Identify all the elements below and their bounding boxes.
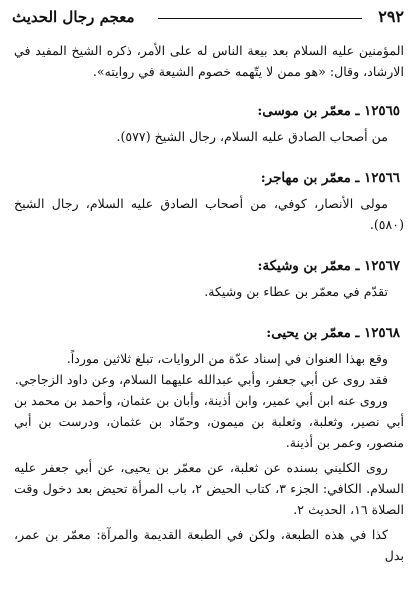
entry-body (14, 281, 404, 302)
entry-heading: ١٢٥٦٦ ـ معمّر بن مهاجر: (260, 170, 400, 186)
entry-heading: ١٢٥٦٨ ـ معمّر بن يحيى: (266, 325, 400, 341)
entry-paragraph: تقدّم في معمّر بن عطاء بن وشيكة. (204, 284, 388, 299)
entry-body (14, 126, 404, 147)
entry-paragraph: من أصحاب الصادق عليه السلام، رجال الشيخ (٥٧٧). (116, 129, 388, 144)
entry-12567 (14, 255, 404, 302)
entry-12568 (14, 322, 404, 566)
header-rule (158, 18, 362, 19)
entry-paragraph: كذا في هذه الطبعة، ولكن في الطبعة القديمة والمرآة: معمّر بن عمر، بدل (14, 527, 404, 563)
entry-paragraph: مولى الأنصار، كوفي، من أصحاب الصادق عليه السلام، رجال الشيخ (٥٨٠). (14, 196, 404, 232)
page-body (14, 40, 404, 566)
entry-heading: ١٢٥٦٥ ـ معمّر بن موسى: (257, 103, 400, 119)
intro-paragraph: المؤمنين عليه السلام بعد بيعة الناس له على الأمر، ذكره الشيخ المفيد في الارشاد، وقال: «هو ممن لا يتّهمه خصوم الشيعة في روايته». (14, 43, 404, 79)
running-title: معجم رجال الحديث (12, 8, 135, 26)
entry-body (14, 348, 404, 566)
running-header (8, 6, 408, 28)
entry-12565 (14, 100, 404, 147)
entry-body (14, 193, 404, 235)
page-number: ٢٩٢ (378, 7, 404, 26)
entry-heading: ١٢٥٦٧ ـ معمّر بن وشيكة: (257, 258, 400, 274)
entry-12566 (14, 167, 404, 235)
entry-paragraph: وقع بهذا العنوان في إسناد عدّة من الروايات، تبلغ ثلاثين مورداً. (66, 351, 388, 366)
entry-paragraph: وروى عنه ابن أبي عمير، وابن أذينة، وأبان بن عثمان، وأحمد بن محمد بن أبي نصير، وثعلبة، وثعلبة بن ميمون، وحمّاد بن عثمان، ودرست بن أبي منصور، وعمر بن أذينة. (14, 393, 404, 450)
entry-paragraph: فقد روى عن أبي جعفر، وأبي عبدالله عليهما السلام، وعن داود الزجاجي. (14, 372, 388, 387)
entry-paragraph: روى الكليني بسنده عن ثعلبة، عن معمّر بن يحيى، عن أبي جعفر عليه السلام. الكافي: الجزء ٣، كتاب الحيض ٢، باب المرأة تحيض بعد دخول وقت الصلاة ١٦، الحديث ٢. (14, 460, 404, 517)
